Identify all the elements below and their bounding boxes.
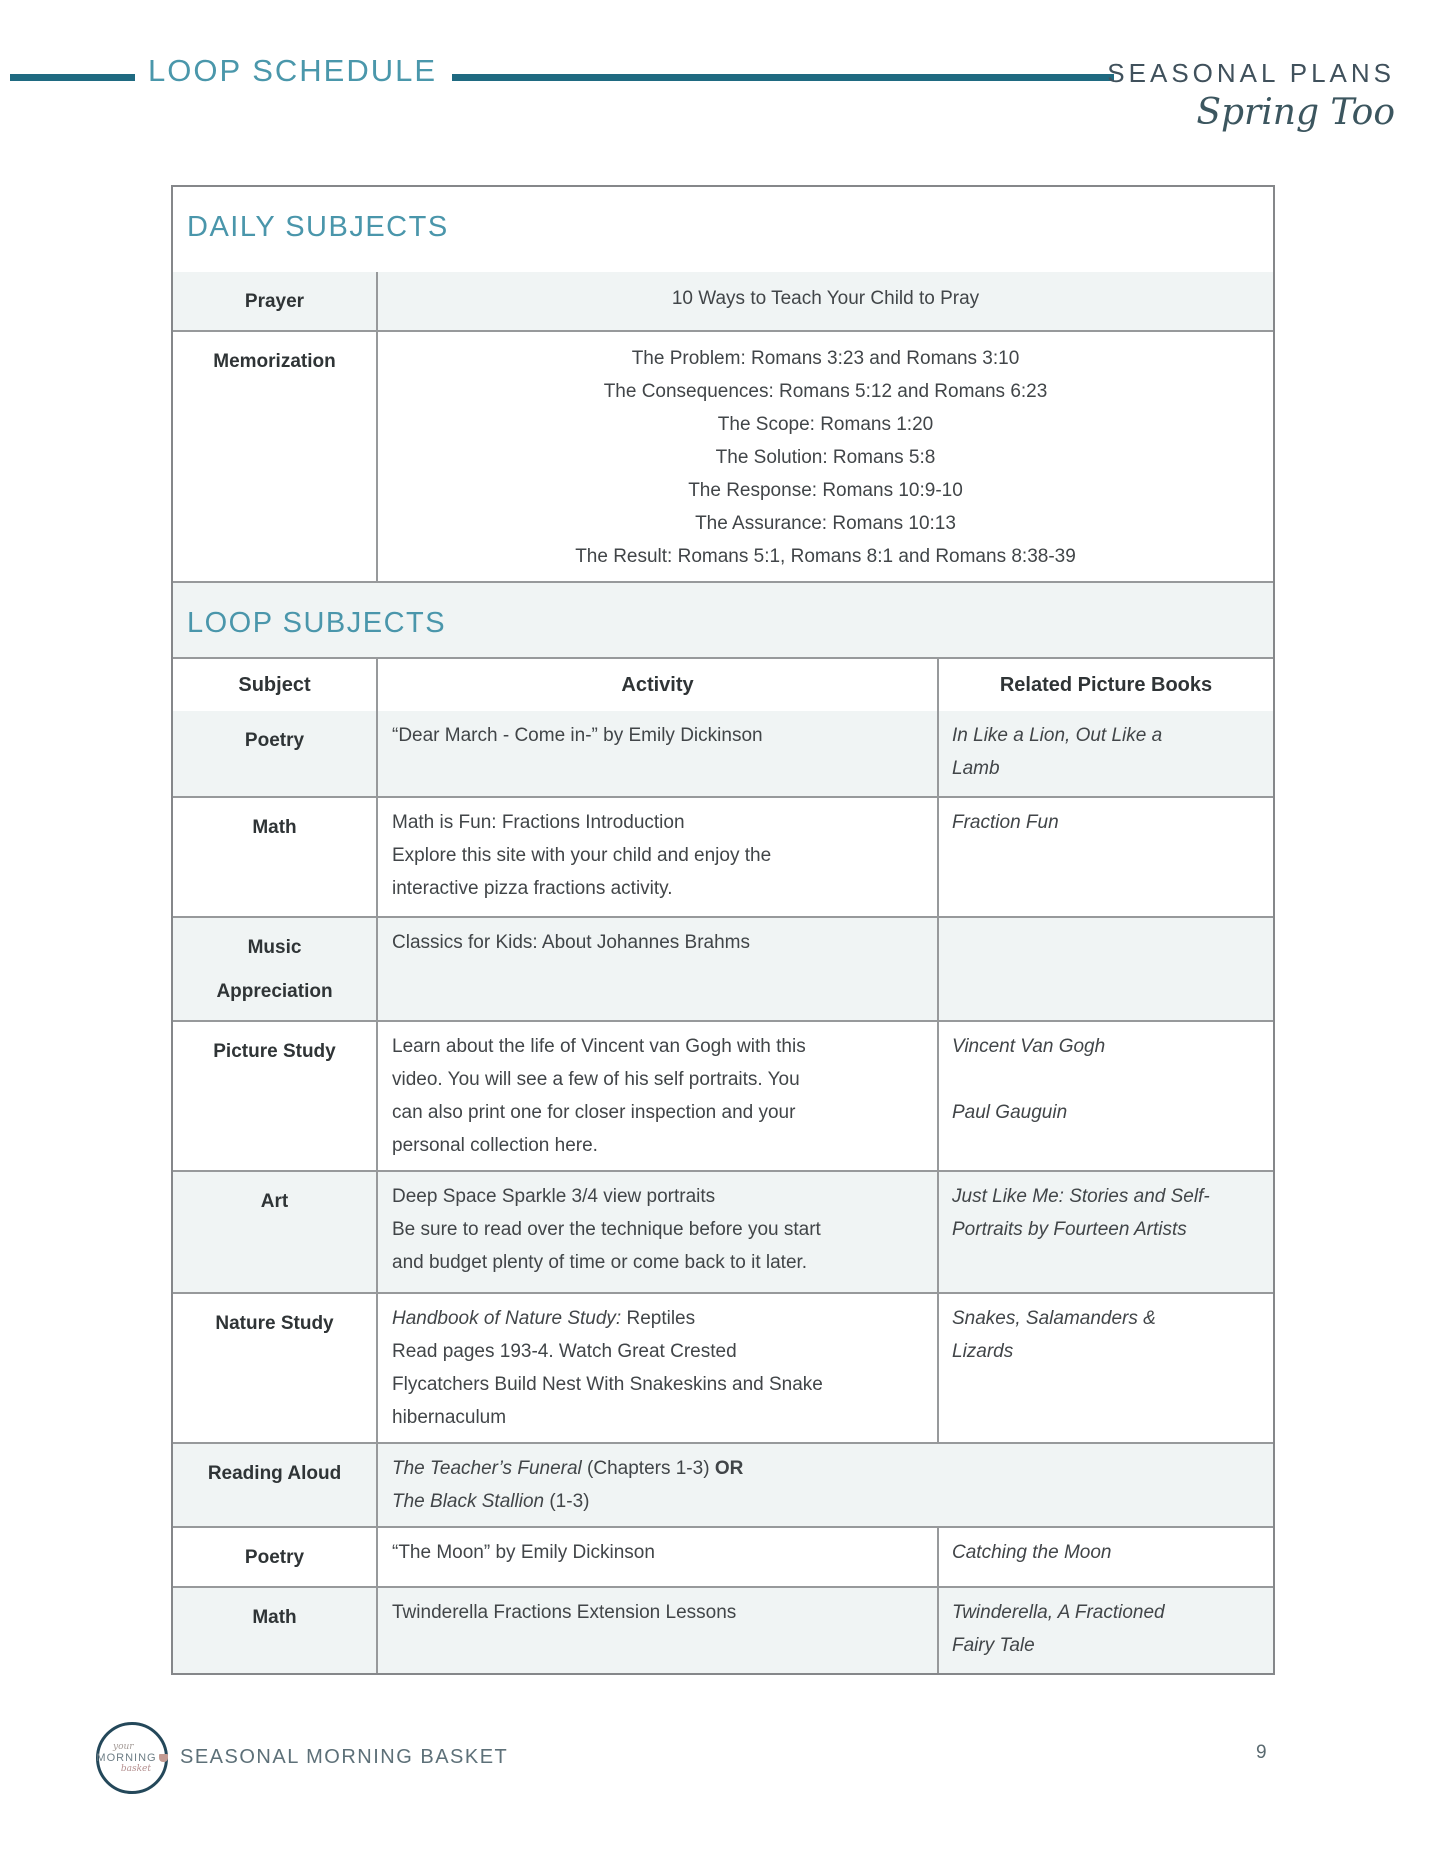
related-line: Twinderella, A Fractioned xyxy=(952,1602,1165,1623)
activity-cell xyxy=(376,1528,937,1586)
page-title: LOOP SCHEDULE xyxy=(148,53,438,88)
text-segment: Handbook of Nature Study: xyxy=(392,1308,622,1329)
activity-line xyxy=(392,1401,923,1434)
activity-line xyxy=(392,1129,923,1162)
column-header-subject: Subject xyxy=(238,674,311,696)
loop-row-music-appreciation xyxy=(173,916,1273,1020)
column-header-related-picture-books: Related Picture Books xyxy=(937,659,1273,711)
row-label: Prayer xyxy=(244,291,305,312)
activity-line xyxy=(392,1335,923,1368)
activity-cell xyxy=(376,798,937,916)
related-line: Just Like Me: Stories and Self- xyxy=(952,1186,1210,1207)
text-segment: video. You will see a few of his self portraits. You xyxy=(392,1069,800,1090)
activity-cell xyxy=(376,1588,937,1673)
daily-subjects-title: DAILY SUBJECTS xyxy=(187,211,449,243)
related-line xyxy=(952,1063,1251,1096)
related-cell xyxy=(937,1172,1273,1292)
related-cell xyxy=(937,798,1273,916)
activity-line xyxy=(392,1180,923,1213)
text-segment: “Dear March - Come in-” by Emily Dickinson xyxy=(392,725,763,746)
content-line: The Solution: Romans 5:8 xyxy=(715,447,936,468)
activity-line xyxy=(392,1368,923,1401)
text-segment: (Chapters 1-3) xyxy=(581,1458,715,1479)
daily-subjects-band xyxy=(173,187,1273,272)
daily-row-prayer xyxy=(173,272,1273,330)
text-segment: hibernaculum xyxy=(392,1407,507,1428)
related-line: Catching the Moon xyxy=(952,1542,1112,1563)
morning-basket-logo xyxy=(96,1722,168,1794)
content-line: The Response: Romans 10:9-10 xyxy=(688,480,963,501)
text-segment: and budget plenty of time or come back to it later. xyxy=(392,1252,808,1273)
content-line: The Scope: Romans 1:20 xyxy=(717,414,934,435)
loop-row-art xyxy=(173,1170,1273,1292)
activity-line xyxy=(392,1246,923,1279)
activity-line xyxy=(392,719,923,752)
spring-too-script: Spring Too xyxy=(1196,92,1395,133)
related-line: Lamb xyxy=(952,758,1000,779)
text-segment: Read pages 193-4. Watch Great Crested xyxy=(392,1341,737,1362)
activity-cell xyxy=(376,1294,937,1442)
activity-line xyxy=(392,1213,923,1246)
related-line: Vincent Van Gogh xyxy=(952,1036,1106,1057)
loop-subjects-title: LOOP SUBJECTS xyxy=(187,607,447,639)
related-line: Paul Gauguin xyxy=(952,1102,1068,1123)
loop-row-math xyxy=(173,796,1273,916)
row-content xyxy=(376,332,1273,581)
related-line: Lizards xyxy=(952,1341,1014,1362)
related-line: In Like a Lion, Out Like a xyxy=(952,725,1163,746)
activity-line xyxy=(392,872,923,905)
column-header-activity: Activity xyxy=(376,659,937,711)
text-segment: personal collection here. xyxy=(392,1135,598,1156)
text-segment: OR xyxy=(714,1458,744,1479)
subject-cell: Music Appreciation xyxy=(216,937,333,1002)
activity-cell xyxy=(376,1172,937,1292)
text-segment: The Teacher’s Funeral xyxy=(392,1458,582,1479)
header-rule-left xyxy=(10,74,135,81)
loop-header-row xyxy=(173,657,1273,711)
subject-cell: Poetry xyxy=(244,730,305,751)
related-line: Snakes, Salamanders & xyxy=(952,1308,1156,1329)
activity-line xyxy=(392,926,923,959)
activity-line xyxy=(392,1596,923,1629)
related-cell xyxy=(937,1022,1273,1170)
related-cell xyxy=(937,711,1273,796)
text-segment: Math is Fun: Fractions Introduction xyxy=(392,812,685,833)
related-cell xyxy=(937,918,1273,1020)
activity-line xyxy=(392,1302,923,1335)
activity-line xyxy=(392,1096,923,1129)
subject-cell: Math xyxy=(252,817,297,838)
subject-cell: Math xyxy=(252,1607,297,1628)
activity-line xyxy=(392,1063,923,1096)
activity-line xyxy=(392,839,923,872)
basket-icon xyxy=(159,1754,168,1762)
related-line: Portraits by Fourteen Artists xyxy=(952,1219,1187,1240)
content-line: The Consequences: Romans 5:12 and Romans 6:23 xyxy=(603,381,1048,402)
loop-row-nature-study xyxy=(173,1292,1273,1442)
text-segment: can also print one for closer inspection and your xyxy=(392,1102,796,1123)
activity-line xyxy=(392,1485,1259,1518)
text-segment: The Black Stallion xyxy=(392,1491,545,1512)
loop-row-reading-aloud xyxy=(173,1442,1273,1526)
page-number: 9 xyxy=(1256,1742,1267,1763)
loop-subjects-band xyxy=(173,581,1273,657)
activity-line xyxy=(392,1452,1259,1485)
loop-row-poetry xyxy=(173,1526,1273,1586)
activity-cell xyxy=(376,1444,1273,1526)
content-line: The Assurance: Romans 10:13 xyxy=(695,513,956,534)
loop-row-picture-study xyxy=(173,1020,1273,1170)
activity-line xyxy=(392,806,923,839)
text-segment: Learn about the life of Vincent van Gogh with this xyxy=(392,1036,806,1057)
logo-line-your: your xyxy=(113,1741,134,1752)
text-segment: Twinderella Fractions Extension Lessons xyxy=(392,1602,737,1623)
activity-cell xyxy=(376,1022,937,1170)
related-line: Fraction Fun xyxy=(952,812,1059,833)
logo-morning-text: MORNING xyxy=(96,1751,157,1764)
row-content xyxy=(376,272,1273,330)
header-rule-right xyxy=(452,74,1114,81)
activity-cell xyxy=(376,711,937,796)
text-segment: Classics for Kids: About Johannes Brahms xyxy=(392,932,751,953)
content-line: The Problem: Romans 3:23 and Romans 3:10 xyxy=(631,348,1020,369)
subject-cell: Art xyxy=(260,1191,289,1212)
activity-cell xyxy=(376,918,937,1020)
loop-row-math xyxy=(173,1586,1273,1673)
logo-line-basket: basket xyxy=(120,1763,151,1774)
subject-cell: Reading Aloud xyxy=(207,1463,342,1484)
related-cell xyxy=(937,1588,1273,1673)
text-segment: “The Moon” by Emily Dickinson xyxy=(392,1542,655,1563)
text-segment: Explore this site with your child and enjoy the xyxy=(392,845,772,866)
subject-cell: Picture Study xyxy=(213,1041,336,1062)
row-label: Memorization xyxy=(213,351,336,372)
schedule-table xyxy=(171,185,1275,1675)
loop-row-poetry xyxy=(173,711,1273,796)
seasonal-plans-title: SEASONAL PLANS xyxy=(1107,58,1395,88)
logo-line-morning xyxy=(96,1752,167,1765)
subject-cell: Nature Study xyxy=(215,1313,334,1334)
related-cell xyxy=(937,1294,1273,1442)
activity-line xyxy=(392,1536,923,1569)
text-segment: Flycatchers Build Nest With Snakeskins and Snake xyxy=(392,1374,823,1395)
daily-row-memorization xyxy=(173,330,1273,581)
brand-name: SEASONAL MORNING BASKET xyxy=(180,1746,509,1768)
text-segment: Be sure to read over the technique before you start xyxy=(392,1219,821,1240)
related-cell xyxy=(937,1528,1273,1586)
content-line: 10 Ways to Teach Your Child to Pray xyxy=(671,288,980,309)
subject-cell: Poetry xyxy=(244,1547,305,1568)
activity-line xyxy=(392,1030,923,1063)
content-line: The Result: Romans 5:1, Romans 8:1 and Romans 8:38-39 xyxy=(575,546,1076,567)
text-segment: Deep Space Sparkle 3/4 view portraits xyxy=(392,1186,716,1207)
text-segment: Reptiles xyxy=(621,1308,696,1329)
related-line: Fairy Tale xyxy=(952,1635,1035,1656)
text-segment: interactive pizza fractions activity. xyxy=(392,878,673,899)
text-segment: (1-3) xyxy=(544,1491,590,1512)
